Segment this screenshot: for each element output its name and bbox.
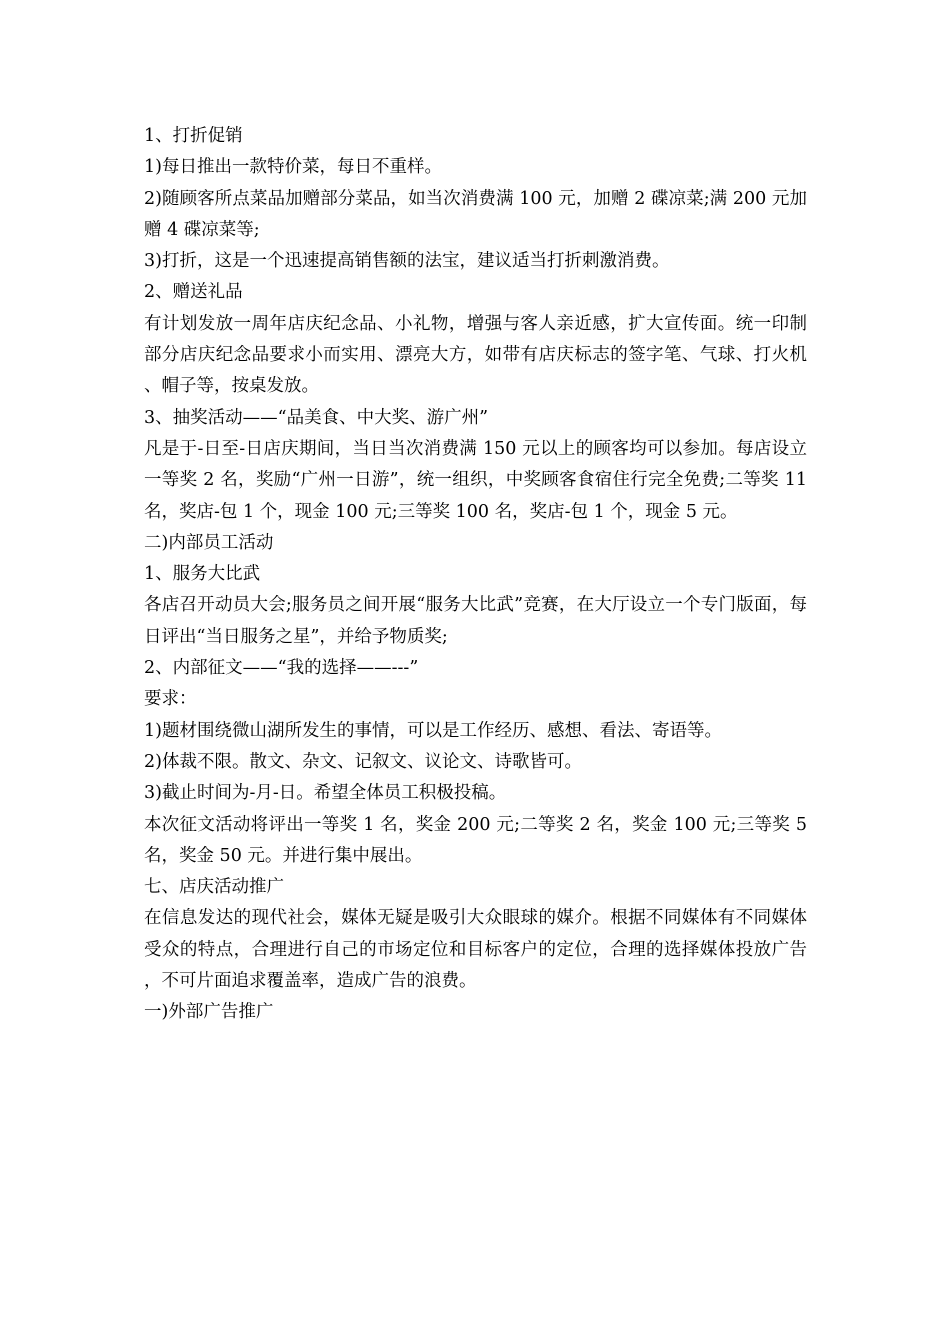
list-item-deadline: 3)截止时间为-月-日。希望全体员工积极投稿。 (144, 783, 507, 804)
heading-lottery: 3、抽奖活动——“品美食、中大奖、游广州” (144, 407, 489, 428)
paragraph-essay-prizes: 本次征文活动将评出一等奖 1 名，奖金 200 元;二等奖 2 名，奖金 100 元;三等奖 5 名，奖金 50 元。并进行集中展出。 (144, 814, 807, 866)
label-requirements: 要求： (144, 689, 197, 710)
paragraph-lottery: 凡是于-日至-日店庆期间，当日当次消费满 150 元以上的顾客均可以参加。每店设立一等奖 2 名，奖励“广州一日游”，统一组织，中奖顾客食宿住行完全免费;二等奖 11 名，奖店-包 1 个，现金 100 元;三等奖 100 名，奖店-包 1 个，现金 5 元。 (144, 438, 807, 522)
list-item-daily-special: 1)每日推出一款特价菜，每日不重样。 (144, 157, 442, 178)
heading-external-ads: 一)外部广告推广 (144, 1002, 274, 1023)
list-item-genre: 2)体裁不限。散文、杂文、记叙文、议论文、诗歌皆可。 (144, 751, 582, 772)
list-item-topic: 1)题材围绕微山湖所发生的事情，可以是工作经历、感想、看法、寄语等。 (144, 720, 722, 741)
paragraph-media: 在信息发达的现代社会，媒体无疑是吸引大众眼球的媒介。根据不同媒体有不同媒体受众的特点，合理进行自己的市场定位和目标客户的定位，合理的选择媒体投放广告，不可片面追求覆盖率，造成广告的浪费。 (144, 908, 807, 992)
heading-promotion: 七、店庆活动推广 (144, 877, 284, 898)
paragraph-service-contest: 各店召开动员大会;服务员之间开展“服务大比武”竞赛，在大厅设立一个专门版面，每日评出“当日服务之星”，并给予物质奖; (144, 595, 807, 647)
heading-service-contest: 1、服务大比武 (144, 564, 261, 585)
heading-internal-activities: 二)内部员工活动 (144, 532, 274, 553)
document-body (144, 121, 807, 1029)
paragraph-gifts: 有计划发放一周年店庆纪念品、小礼物，增强与客人亲近感，扩大宣传面。统一印制部分店庆纪念品要求小而实用、漂亮大方，如带有店庆标志的签字笔、气球、打火机、帽子等，按桌发放。 (144, 313, 807, 397)
heading-discount-promotion: 1、打折促销 (144, 126, 243, 146)
heading-essay-contest: 2、内部征文——“我的选择——---” (144, 658, 419, 679)
list-item-discount: 3)打折，这是一个迅速提高销售额的法宝，建议适当打折刺激消费。 (144, 251, 670, 272)
list-item-free-dishes: 2)随顾客所点菜品加赠部分菜品，如当次消费满 100 元，加赠 2 碟凉菜;满 200 元加赠 4 碟凉菜等; (144, 188, 807, 240)
heading-gifts: 2、赠送礼品 (144, 282, 243, 303)
